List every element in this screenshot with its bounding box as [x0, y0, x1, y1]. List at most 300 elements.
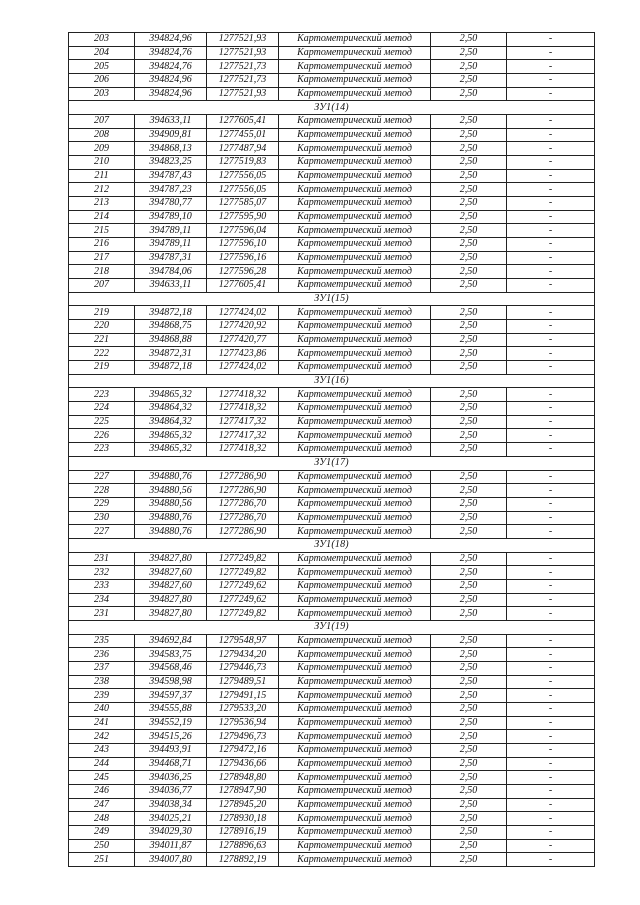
- point-number-cell: 203: [69, 33, 135, 47]
- point-number-cell: 241: [69, 716, 135, 730]
- x-coordinate-cell: 394823,25: [135, 156, 207, 170]
- method-cell: Картометрический метод: [279, 251, 431, 265]
- accuracy-cell: 2,50: [431, 771, 507, 785]
- accuracy-cell: 2,50: [431, 333, 507, 347]
- y-coordinate-cell: 1279446,73: [207, 661, 279, 675]
- note-cell: -: [507, 224, 595, 238]
- note-cell: -: [507, 675, 595, 689]
- method-cell: Картометрический метод: [279, 128, 431, 142]
- x-coordinate-cell: 394824,76: [135, 60, 207, 74]
- point-number-cell: 226: [69, 429, 135, 443]
- accuracy-cell: 2,50: [431, 470, 507, 484]
- point-number-cell: 215: [69, 224, 135, 238]
- x-coordinate-cell: 394555,88: [135, 702, 207, 716]
- y-coordinate-cell: 1277596,04: [207, 224, 279, 238]
- method-cell: Картометрический метод: [279, 333, 431, 347]
- table-row: [69, 648, 595, 662]
- note-cell: -: [507, 361, 595, 375]
- note-cell: -: [507, 238, 595, 252]
- accuracy-cell: 2,50: [431, 142, 507, 156]
- point-number-cell: 230: [69, 511, 135, 525]
- table-row: [69, 306, 595, 320]
- point-number-cell: 203: [69, 87, 135, 101]
- x-coordinate-cell: 394824,96: [135, 87, 207, 101]
- note-cell: -: [507, 702, 595, 716]
- point-number-cell: 213: [69, 197, 135, 211]
- point-number-cell: 221: [69, 333, 135, 347]
- section-row: [69, 456, 595, 470]
- x-coordinate-cell: 394824,96: [135, 74, 207, 88]
- x-coordinate-cell: 394633,11: [135, 279, 207, 293]
- note-cell: -: [507, 743, 595, 757]
- table-row: [69, 33, 595, 47]
- section-title: ЗУ1(14): [69, 101, 595, 115]
- note-cell: -: [507, 798, 595, 812]
- table-row: [69, 839, 595, 853]
- accuracy-cell: 2,50: [431, 74, 507, 88]
- y-coordinate-cell: 1279496,73: [207, 730, 279, 744]
- y-coordinate-cell: 1277605,41: [207, 115, 279, 129]
- x-coordinate-cell: 394824,76: [135, 46, 207, 60]
- point-number-cell: 209: [69, 142, 135, 156]
- note-cell: -: [507, 607, 595, 621]
- y-coordinate-cell: 1277556,05: [207, 169, 279, 183]
- y-coordinate-cell: 1277423,86: [207, 347, 279, 361]
- y-coordinate-cell: 1277418,32: [207, 388, 279, 402]
- note-cell: -: [507, 552, 595, 566]
- x-coordinate-cell: 394787,23: [135, 183, 207, 197]
- note-cell: -: [507, 566, 595, 580]
- table-row: [69, 579, 595, 593]
- table-row: [69, 210, 595, 224]
- accuracy-cell: 2,50: [431, 579, 507, 593]
- x-coordinate-cell: 394865,32: [135, 429, 207, 443]
- x-coordinate-cell: 394789,11: [135, 224, 207, 238]
- table-row: [69, 87, 595, 101]
- x-coordinate-cell: 394468,71: [135, 757, 207, 771]
- y-coordinate-cell: 1277249,62: [207, 593, 279, 607]
- x-coordinate-cell: 394789,11: [135, 238, 207, 252]
- y-coordinate-cell: 1277521,93: [207, 33, 279, 47]
- point-number-cell: 214: [69, 210, 135, 224]
- method-cell: Картометрический метод: [279, 415, 431, 429]
- y-coordinate-cell: 1279491,15: [207, 689, 279, 703]
- y-coordinate-cell: 1278896,63: [207, 839, 279, 853]
- accuracy-cell: 2,50: [431, 702, 507, 716]
- note-cell: -: [507, 183, 595, 197]
- y-coordinate-cell: 1277596,16: [207, 251, 279, 265]
- x-coordinate-cell: 394868,13: [135, 142, 207, 156]
- section-title: ЗУ1(18): [69, 538, 595, 552]
- method-cell: Картометрический метод: [279, 320, 431, 334]
- y-coordinate-cell: 1277487,94: [207, 142, 279, 156]
- accuracy-cell: 2,50: [431, 388, 507, 402]
- y-coordinate-cell: 1279548,97: [207, 634, 279, 648]
- accuracy-cell: 2,50: [431, 853, 507, 867]
- table-row: [69, 634, 595, 648]
- method-cell: Картометрический метод: [279, 470, 431, 484]
- y-coordinate-cell: 1277286,90: [207, 470, 279, 484]
- x-coordinate-cell: 394909,81: [135, 128, 207, 142]
- point-number-cell: 247: [69, 798, 135, 812]
- method-cell: Картометрический метод: [279, 648, 431, 662]
- x-coordinate-cell: 394515,26: [135, 730, 207, 744]
- accuracy-cell: 2,50: [431, 169, 507, 183]
- note-cell: -: [507, 156, 595, 170]
- point-number-cell: 223: [69, 443, 135, 457]
- table-row: [69, 552, 595, 566]
- note-cell: -: [507, 142, 595, 156]
- y-coordinate-cell: 1277585,07: [207, 197, 279, 211]
- y-coordinate-cell: 1279536,94: [207, 716, 279, 730]
- table-body: [69, 33, 595, 867]
- x-coordinate-cell: 394784,06: [135, 265, 207, 279]
- y-coordinate-cell: 1277521,93: [207, 87, 279, 101]
- accuracy-cell: 2,50: [431, 183, 507, 197]
- point-number-cell: 245: [69, 771, 135, 785]
- note-cell: -: [507, 825, 595, 839]
- x-coordinate-cell: 394029,30: [135, 825, 207, 839]
- note-cell: -: [507, 593, 595, 607]
- point-number-cell: 238: [69, 675, 135, 689]
- point-number-cell: 207: [69, 115, 135, 129]
- note-cell: -: [507, 74, 595, 88]
- note-cell: -: [507, 853, 595, 867]
- method-cell: Картометрический метод: [279, 443, 431, 457]
- note-cell: -: [507, 648, 595, 662]
- note-cell: -: [507, 115, 595, 129]
- method-cell: Картометрический метод: [279, 265, 431, 279]
- x-coordinate-cell: 394872,31: [135, 347, 207, 361]
- method-cell: Картометрический метод: [279, 142, 431, 156]
- point-number-cell: 220: [69, 320, 135, 334]
- method-cell: Картометрический метод: [279, 156, 431, 170]
- note-cell: -: [507, 443, 595, 457]
- table-row: [69, 415, 595, 429]
- x-coordinate-cell: 394868,75: [135, 320, 207, 334]
- method-cell: Картометрический метод: [279, 689, 431, 703]
- x-coordinate-cell: 394036,77: [135, 784, 207, 798]
- method-cell: Картометрический метод: [279, 497, 431, 511]
- note-cell: -: [507, 579, 595, 593]
- x-coordinate-cell: 394872,18: [135, 361, 207, 375]
- accuracy-cell: 2,50: [431, 661, 507, 675]
- accuracy-cell: 2,50: [431, 634, 507, 648]
- point-number-cell: 251: [69, 853, 135, 867]
- method-cell: Картометрический метод: [279, 716, 431, 730]
- accuracy-cell: 2,50: [431, 60, 507, 74]
- y-coordinate-cell: 1277249,82: [207, 566, 279, 580]
- table-row: [69, 798, 595, 812]
- point-number-cell: 212: [69, 183, 135, 197]
- y-coordinate-cell: 1278892,19: [207, 853, 279, 867]
- point-number-cell: 211: [69, 169, 135, 183]
- method-cell: Картометрический метод: [279, 197, 431, 211]
- note-cell: -: [507, 839, 595, 853]
- x-coordinate-cell: 394598,98: [135, 675, 207, 689]
- table-row: [69, 183, 595, 197]
- note-cell: -: [507, 402, 595, 416]
- accuracy-cell: 2,50: [431, 265, 507, 279]
- method-cell: Картометрический метод: [279, 210, 431, 224]
- x-coordinate-cell: 394789,10: [135, 210, 207, 224]
- accuracy-cell: 2,50: [431, 743, 507, 757]
- accuracy-cell: 2,50: [431, 429, 507, 443]
- table-row: [69, 661, 595, 675]
- accuracy-cell: 2,50: [431, 361, 507, 375]
- point-number-cell: 210: [69, 156, 135, 170]
- accuracy-cell: 2,50: [431, 156, 507, 170]
- table-row: [69, 730, 595, 744]
- y-coordinate-cell: 1279533,20: [207, 702, 279, 716]
- x-coordinate-cell: 394780,77: [135, 197, 207, 211]
- point-number-cell: 229: [69, 497, 135, 511]
- y-coordinate-cell: 1277521,73: [207, 74, 279, 88]
- note-cell: -: [507, 525, 595, 539]
- table-row: [69, 443, 595, 457]
- accuracy-cell: 2,50: [431, 484, 507, 498]
- accuracy-cell: 2,50: [431, 415, 507, 429]
- accuracy-cell: 2,50: [431, 306, 507, 320]
- note-cell: -: [507, 87, 595, 101]
- note-cell: -: [507, 771, 595, 785]
- y-coordinate-cell: 1277595,90: [207, 210, 279, 224]
- point-number-cell: 205: [69, 60, 135, 74]
- accuracy-cell: 2,50: [431, 115, 507, 129]
- x-coordinate-cell: 394827,60: [135, 566, 207, 580]
- accuracy-cell: 2,50: [431, 251, 507, 265]
- y-coordinate-cell: 1277420,92: [207, 320, 279, 334]
- y-coordinate-cell: 1277556,05: [207, 183, 279, 197]
- x-coordinate-cell: 394025,21: [135, 812, 207, 826]
- point-number-cell: 223: [69, 388, 135, 402]
- point-number-cell: 250: [69, 839, 135, 853]
- accuracy-cell: 2,50: [431, 648, 507, 662]
- point-number-cell: 231: [69, 552, 135, 566]
- point-number-cell: 207: [69, 279, 135, 293]
- method-cell: Картометрический метод: [279, 743, 431, 757]
- accuracy-cell: 2,50: [431, 347, 507, 361]
- table-row: [69, 402, 595, 416]
- method-cell: Картометрический метод: [279, 798, 431, 812]
- point-number-cell: 208: [69, 128, 135, 142]
- note-cell: -: [507, 197, 595, 211]
- x-coordinate-cell: 394827,80: [135, 593, 207, 607]
- accuracy-cell: 2,50: [431, 812, 507, 826]
- table-row: [69, 470, 595, 484]
- section-title: ЗУ1(16): [69, 374, 595, 388]
- point-number-cell: 204: [69, 46, 135, 60]
- note-cell: -: [507, 347, 595, 361]
- note-cell: -: [507, 661, 595, 675]
- method-cell: Картометрический метод: [279, 579, 431, 593]
- y-coordinate-cell: 1277286,90: [207, 525, 279, 539]
- y-coordinate-cell: 1277420,77: [207, 333, 279, 347]
- table-row: [69, 320, 595, 334]
- method-cell: Картометрический метод: [279, 115, 431, 129]
- y-coordinate-cell: 1278945,20: [207, 798, 279, 812]
- method-cell: Картометрический метод: [279, 74, 431, 88]
- y-coordinate-cell: 1278948,80: [207, 771, 279, 785]
- method-cell: Картометрический метод: [279, 784, 431, 798]
- method-cell: Картометрический метод: [279, 402, 431, 416]
- method-cell: Картометрический метод: [279, 361, 431, 375]
- point-number-cell: 217: [69, 251, 135, 265]
- method-cell: Картометрический метод: [279, 183, 431, 197]
- point-number-cell: 228: [69, 484, 135, 498]
- x-coordinate-cell: 394011,87: [135, 839, 207, 853]
- note-cell: -: [507, 388, 595, 402]
- y-coordinate-cell: 1277286,70: [207, 511, 279, 525]
- table-row: [69, 238, 595, 252]
- x-coordinate-cell: 394880,76: [135, 525, 207, 539]
- section-title: ЗУ1(17): [69, 456, 595, 470]
- x-coordinate-cell: 394827,80: [135, 552, 207, 566]
- x-coordinate-cell: 394787,43: [135, 169, 207, 183]
- accuracy-cell: 2,50: [431, 320, 507, 334]
- method-cell: Картометрический метод: [279, 607, 431, 621]
- y-coordinate-cell: 1277605,41: [207, 279, 279, 293]
- section-row: [69, 620, 595, 634]
- y-coordinate-cell: 1277286,70: [207, 497, 279, 511]
- accuracy-cell: 2,50: [431, 552, 507, 566]
- point-number-cell: 243: [69, 743, 135, 757]
- section-title: ЗУ1(15): [69, 292, 595, 306]
- y-coordinate-cell: 1277249,82: [207, 607, 279, 621]
- note-cell: -: [507, 415, 595, 429]
- table-row: [69, 156, 595, 170]
- y-coordinate-cell: 1279489,51: [207, 675, 279, 689]
- x-coordinate-cell: 394880,56: [135, 497, 207, 511]
- accuracy-cell: 2,50: [431, 402, 507, 416]
- method-cell: Картометрический метод: [279, 347, 431, 361]
- x-coordinate-cell: 394880,76: [135, 511, 207, 525]
- note-cell: -: [507, 634, 595, 648]
- y-coordinate-cell: 1279434,20: [207, 648, 279, 662]
- point-number-cell: 249: [69, 825, 135, 839]
- note-cell: -: [507, 730, 595, 744]
- x-coordinate-cell: 394880,56: [135, 484, 207, 498]
- method-cell: Картометрический метод: [279, 87, 431, 101]
- method-cell: Картометрический метод: [279, 224, 431, 238]
- accuracy-cell: 2,50: [431, 87, 507, 101]
- accuracy-cell: 2,50: [431, 716, 507, 730]
- accuracy-cell: 2,50: [431, 607, 507, 621]
- method-cell: Картометрический метод: [279, 552, 431, 566]
- method-cell: Картометрический метод: [279, 757, 431, 771]
- x-coordinate-cell: 394864,32: [135, 402, 207, 416]
- y-coordinate-cell: 1279436,66: [207, 757, 279, 771]
- method-cell: Картометрический метод: [279, 839, 431, 853]
- x-coordinate-cell: 394880,76: [135, 470, 207, 484]
- y-coordinate-cell: 1277286,90: [207, 484, 279, 498]
- table-row: [69, 771, 595, 785]
- table-row: [69, 484, 595, 498]
- y-coordinate-cell: 1277424,02: [207, 306, 279, 320]
- method-cell: Картометрический метод: [279, 238, 431, 252]
- x-coordinate-cell: 394864,32: [135, 415, 207, 429]
- method-cell: Картометрический метод: [279, 484, 431, 498]
- note-cell: -: [507, 757, 595, 771]
- x-coordinate-cell: 394865,32: [135, 443, 207, 457]
- method-cell: Картометрический метод: [279, 771, 431, 785]
- x-coordinate-cell: 394597,37: [135, 689, 207, 703]
- y-coordinate-cell: 1278930,18: [207, 812, 279, 826]
- table-row: [69, 60, 595, 74]
- x-coordinate-cell: 394493,91: [135, 743, 207, 757]
- accuracy-cell: 2,50: [431, 443, 507, 457]
- accuracy-cell: 2,50: [431, 675, 507, 689]
- section-title: ЗУ1(19): [69, 620, 595, 634]
- accuracy-cell: 2,50: [431, 197, 507, 211]
- table-row: [69, 115, 595, 129]
- note-cell: -: [507, 484, 595, 498]
- method-cell: Картометрический метод: [279, 429, 431, 443]
- x-coordinate-cell: 394036,25: [135, 771, 207, 785]
- section-row: [69, 374, 595, 388]
- method-cell: Картометрический метод: [279, 730, 431, 744]
- accuracy-cell: 2,50: [431, 511, 507, 525]
- y-coordinate-cell: 1277596,28: [207, 265, 279, 279]
- method-cell: Картометрический метод: [279, 675, 431, 689]
- table-row: [69, 702, 595, 716]
- y-coordinate-cell: 1277519,83: [207, 156, 279, 170]
- x-coordinate-cell: 394872,18: [135, 306, 207, 320]
- y-coordinate-cell: 1277596,10: [207, 238, 279, 252]
- method-cell: Картометрический метод: [279, 702, 431, 716]
- point-number-cell: 218: [69, 265, 135, 279]
- method-cell: Картометрический метод: [279, 661, 431, 675]
- y-coordinate-cell: 1277417,32: [207, 429, 279, 443]
- point-number-cell: 235: [69, 634, 135, 648]
- y-coordinate-cell: 1277249,82: [207, 552, 279, 566]
- table-row: [69, 251, 595, 265]
- x-coordinate-cell: 394007,80: [135, 853, 207, 867]
- x-coordinate-cell: 394827,80: [135, 607, 207, 621]
- method-cell: Картометрический метод: [279, 634, 431, 648]
- table-row: [69, 347, 595, 361]
- method-cell: Картометрический метод: [279, 279, 431, 293]
- accuracy-cell: 2,50: [431, 224, 507, 238]
- point-number-cell: 225: [69, 415, 135, 429]
- point-number-cell: 246: [69, 784, 135, 798]
- method-cell: Картометрический метод: [279, 812, 431, 826]
- note-cell: -: [507, 812, 595, 826]
- accuracy-cell: 2,50: [431, 784, 507, 798]
- table-row: [69, 511, 595, 525]
- note-cell: -: [507, 60, 595, 74]
- method-cell: Картометрический метод: [279, 566, 431, 580]
- note-cell: -: [507, 251, 595, 265]
- accuracy-cell: 2,50: [431, 798, 507, 812]
- section-row: [69, 538, 595, 552]
- table-row: [69, 716, 595, 730]
- method-cell: Картометрический метод: [279, 853, 431, 867]
- method-cell: Картометрический метод: [279, 511, 431, 525]
- note-cell: -: [507, 429, 595, 443]
- x-coordinate-cell: 394692,84: [135, 634, 207, 648]
- coordinates-table: [68, 32, 595, 867]
- accuracy-cell: 2,50: [431, 689, 507, 703]
- x-coordinate-cell: 394552,19: [135, 716, 207, 730]
- table-row: [69, 607, 595, 621]
- table-row: [69, 784, 595, 798]
- y-coordinate-cell: 1277455,01: [207, 128, 279, 142]
- note-cell: -: [507, 46, 595, 60]
- table-row: [69, 74, 595, 88]
- note-cell: -: [507, 265, 595, 279]
- point-number-cell: 237: [69, 661, 135, 675]
